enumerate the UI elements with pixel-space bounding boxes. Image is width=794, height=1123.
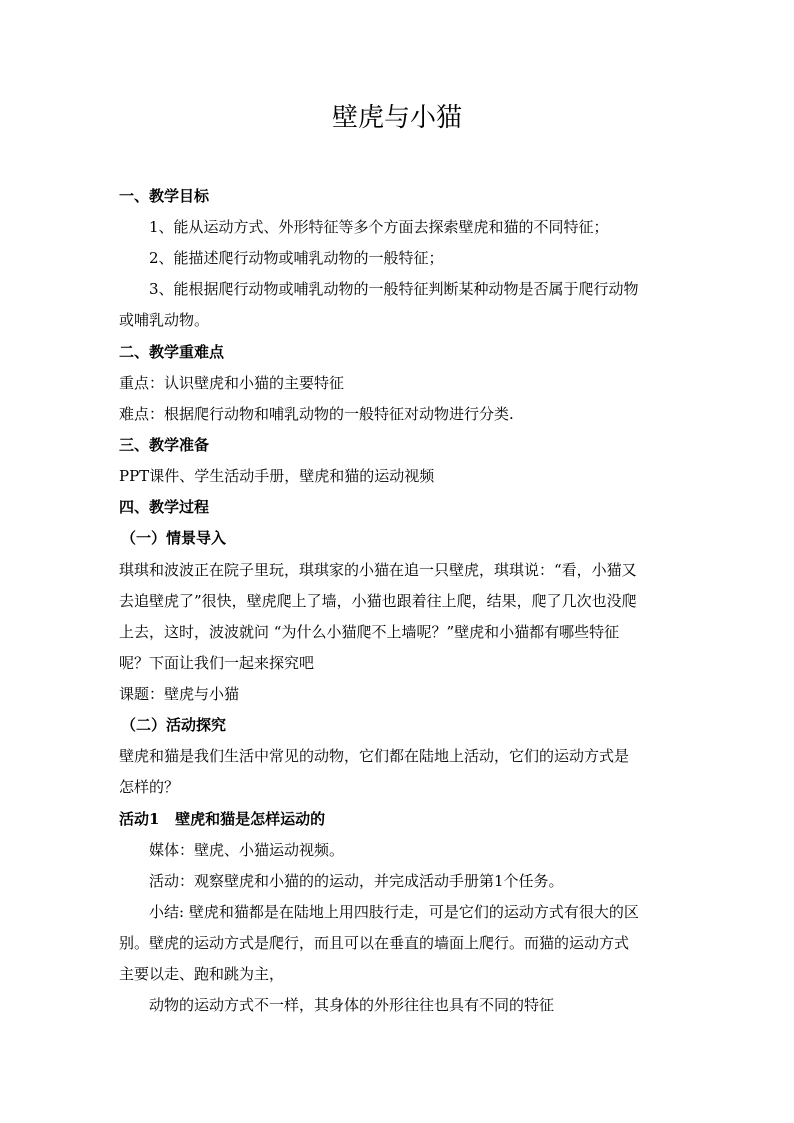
key-point-text: 重点：认识壁虎和小猫的主要特征 — [119, 374, 345, 392]
paragraph-line: 呢？下面让我们一起来探究吧 — [119, 654, 315, 672]
difficult-point-text: 难点：根据爬行动物和哺乳动物的一般特征对动物进行分类. — [119, 405, 514, 423]
objective-item-2: 2、能描述爬行动物或哺乳动物的一般特征； — [149, 249, 444, 267]
summary-line: 主要以走、跑和跳为主， — [119, 965, 285, 983]
objective-item-1: 1、能从运动方式、外形特征等多个方面去探索壁虎和猫的不同特征； — [149, 218, 609, 236]
paragraph-line: 去追壁虎了”很快，壁虎爬上了墙，小猫也跟着往上爬，结果，爬了几次也没爬 — [119, 592, 637, 610]
activity-text: 活动：观察壁虎和小猫的的运动，并完成活动手册第1个任务。 — [149, 872, 564, 890]
media-text: 媒体：壁虎、小猫运动视频。 — [149, 841, 345, 859]
section-heading-objectives: 一、教学目标 — [119, 187, 210, 205]
preparation-text: PPT课件、学生活动手册，壁虎和猫的运动视频 — [119, 467, 435, 485]
document-title: 壁虎与小猫 — [331, 103, 462, 133]
lesson-topic: 课题：壁虎与小猫 — [119, 685, 240, 703]
section-heading-preparation: 三、教学准备 — [119, 436, 210, 454]
paragraph-line: 壁虎和猫是我们生活中常见的动物，它们都在陆地上活动，它们的运动方式是 — [119, 747, 630, 765]
paragraph-line: 上去，这时，波波就问 “为什么小猫爬不上墙呢？”壁虎和小猫都有哪些特征 — [119, 623, 620, 641]
subheading-activity-exploration: （二）活动探究 — [121, 716, 227, 734]
objective-item-3-continued: 或哺乳动物。 — [119, 311, 210, 329]
activity-1-heading: 活动1 壁虎和猫是怎样运动的 — [119, 810, 326, 828]
paragraph-line: 琪琪和波波正在院子里玩，琪琪家的小猫在追一只壁虎，琪琪说：“看，小猫又 — [119, 561, 637, 579]
closing-line: 动物的运动方式不一样，其身体的外形往往也具有不同的特征 — [149, 996, 555, 1014]
summary-line: 别。壁虎的运动方式是爬行，而且可以在垂直的墙面上爬行。而猫的运动方式 — [119, 934, 630, 952]
objective-item-3: 3、能根据爬行动物或哺乳动物的一般特征判断某种动物是否属于爬行动物 — [149, 280, 639, 298]
section-heading-key-points: 二、教学重难点 — [119, 343, 225, 361]
summary-line: 小结: 壁虎和猫都是在陆地上用四肢行走，可是它们的运动方式有很大的区 — [149, 903, 639, 921]
section-heading-process: 四、教学过程 — [119, 498, 210, 516]
subheading-introduction: （一）情景导入 — [121, 529, 227, 547]
paragraph-line: 怎样的？ — [119, 778, 180, 796]
